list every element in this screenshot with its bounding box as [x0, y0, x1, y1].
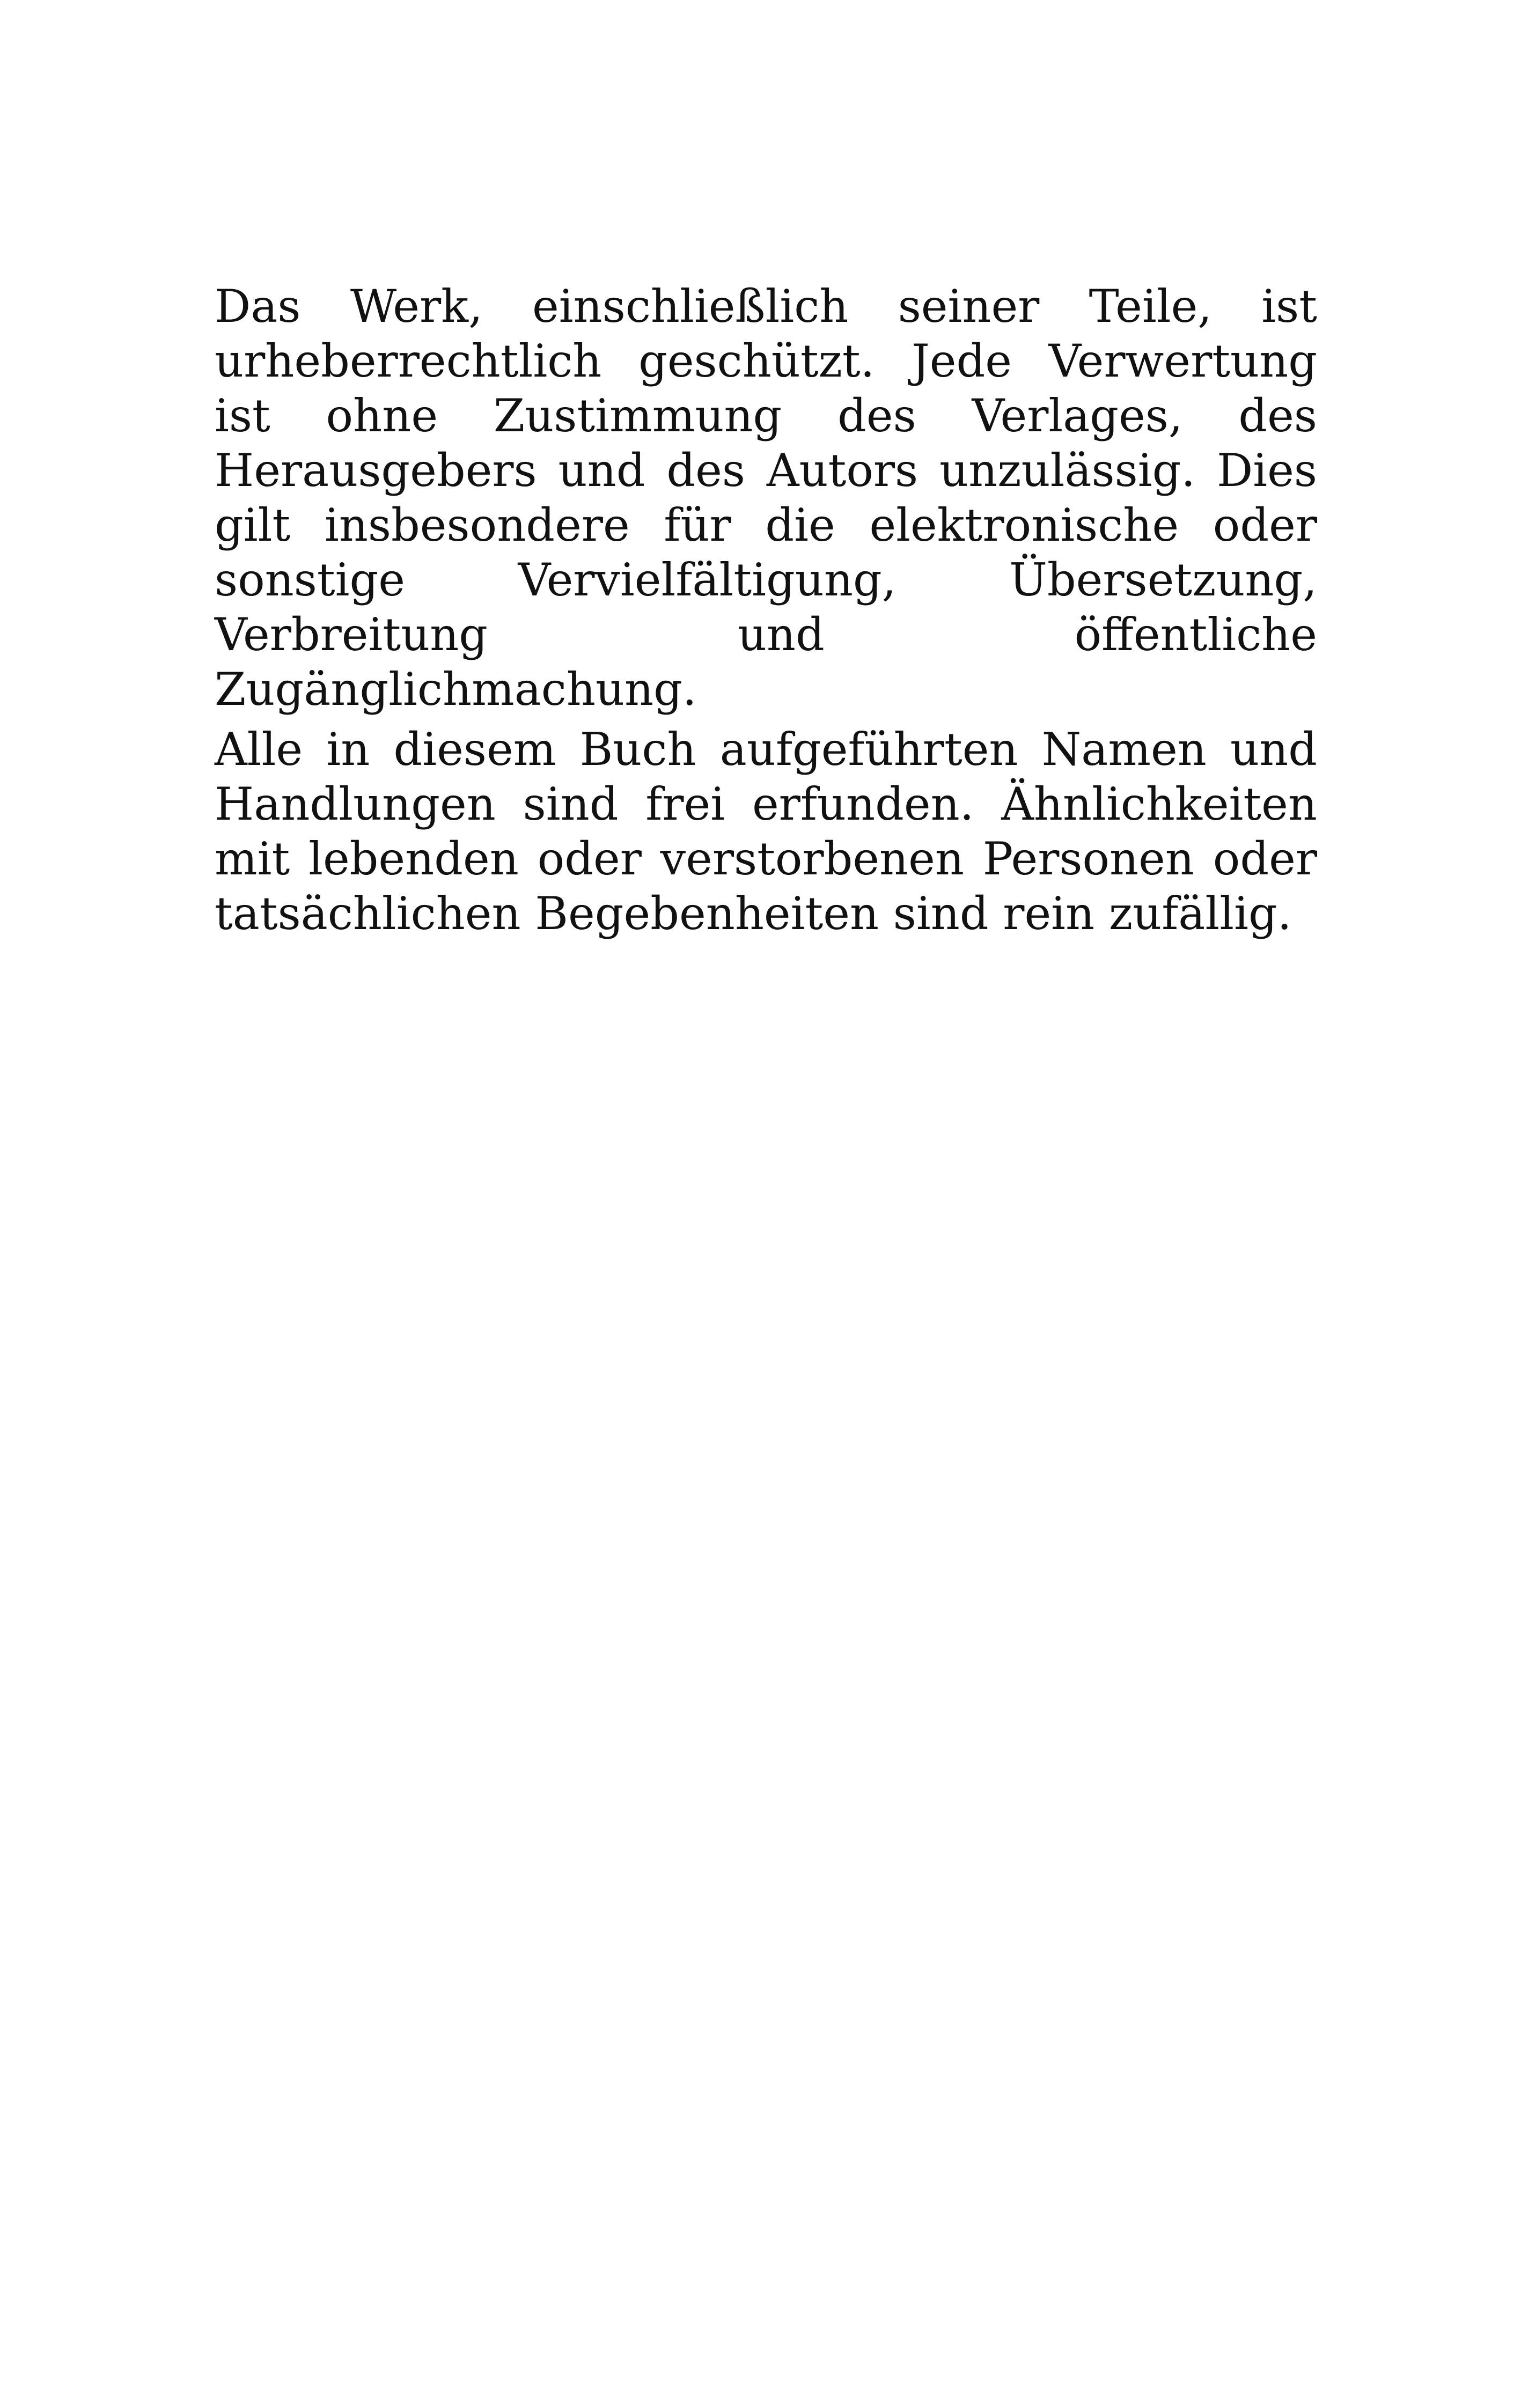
fiction-disclaimer-paragraph: Alle in diesem Buch aufgeführten Namen und Handlungen sind frei erfunden. Ähnlichkeiten mit lebenden oder verstorbenen Personen oder tatsächlichen Begebenheiten sind rein zufällig. — [215, 723, 1317, 940]
copyright-notice-paragraph: Das Werk, einschließlich seiner Teile, ist urheberrechtlich geschützt. Jede Verwertung ist ohne Zustimmung des Verlages, des Herausgebers und des Autors unzulässig. Dies gilt insbesondere für die elektronische oder sonstige Vervielfältigung, Übersetzung, Verbreitung und öffentliche Zugänglichmachung. — [215, 280, 1317, 716]
